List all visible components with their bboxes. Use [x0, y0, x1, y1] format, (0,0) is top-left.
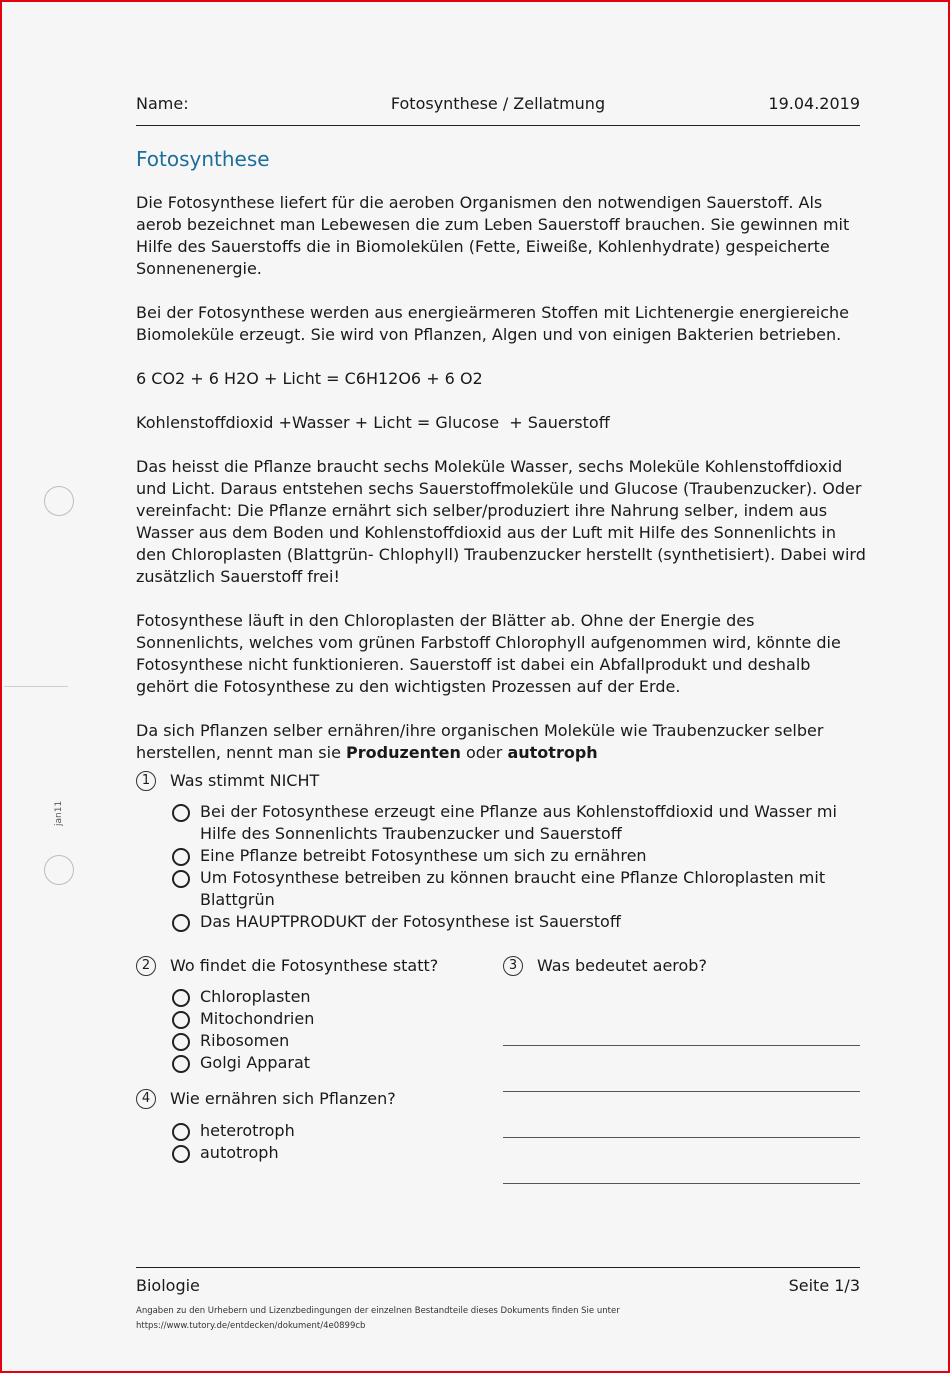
option-label: Ribosomen: [200, 1031, 290, 1050]
header-rule: [136, 125, 860, 126]
punch-hole-bottom: [44, 855, 74, 885]
question-3-text: Was bedeutet aerob?: [537, 956, 707, 975]
option-label: Um Fotosynthese betreiben zu können braucht eine Pflanze Chloroplasten mit Blattgrün: [200, 868, 826, 909]
question-number-3: 3: [503, 956, 523, 976]
question-number-2: 2: [136, 956, 156, 976]
option-label: Mitochondrien: [200, 1009, 315, 1028]
paragraph-explanation: Das heisst die Pflanze braucht sechs Moleküle Wasser, sechs Moleküle Kohlenstoffdioxid und Licht. Daraus entstehen sechs Sauerstoffmoleküle und Glucose (Traubenzucker). Oder vereinfacht: Die Pflanze ernährt sich selber/produziert ihre Nahrung selber, indem aus Wasser aus dem Boden und Kohlenstoffdioxid aus der Luft mit Hilfe des Sonnenlichts in den Chloroplasten (Blattgrün- Chlophyll) Traubenzucker herstellt (synthetisiert). Dabei wird zusätzlich Sauerstoff frei!: [136, 457, 866, 586]
section-heading: Fotosynthese: [136, 147, 270, 171]
question-1-text: Was stimmt NICHT: [170, 771, 320, 790]
credits-text: Angaben zu den Urhebern und Lizenzbedingungen der einzelnen Bestandteile dieses Dokuments finden Sie unter: [136, 1306, 620, 1316]
footer-credits: [136, 1304, 620, 1334]
autotroph-term: autotroph: [507, 743, 598, 762]
option-label: Golgi Apparat: [200, 1053, 311, 1072]
paragraph-chloroplasts: Fotosynthese läuft in den Chloroplasten der Blätter ab. Ohne der Energie des Sonnenlichts, welches vom grünen Farbstoff Chlorophyll aufgenommen wird, könnte die Fotosynthese nicht funktionieren. Sauerstoff ist dabei ein Abfallprodukt und deshalb gehört die Fotosynthese zu den wichtigsten Prozessen auf der Erde.: [136, 611, 841, 696]
option-label: Eine Pflanze betreibt Fotosynthese um sich zu ernähren: [200, 846, 647, 865]
producers-term: Produzenten: [346, 743, 461, 762]
radio-button[interactable]: [172, 1011, 190, 1029]
question-2-text: Wo findet die Fotosynthese statt?: [170, 956, 439, 975]
radio-button[interactable]: [172, 914, 190, 932]
side-mark: jan11: [54, 800, 64, 826]
radio-button[interactable]: [172, 989, 190, 1007]
document-date: 19.04.2019: [768, 94, 860, 113]
producers-text-start: Da sich Pflanzen selber ernähren/ihre organischen Moleküle wie Traubenzucker selber herstellen, nennt man sie: [136, 721, 824, 762]
footer-rule: [136, 1267, 860, 1268]
answer-line-1[interactable]: [503, 1045, 860, 1046]
radio-button[interactable]: [172, 1033, 190, 1051]
radio-button[interactable]: [172, 804, 190, 822]
radio-button[interactable]: [172, 1145, 190, 1163]
question-number-4: 4: [136, 1089, 156, 1109]
radio-button[interactable]: [172, 1123, 190, 1141]
footer-subject: Biologie: [136, 1276, 200, 1295]
answer-line-4[interactable]: [503, 1183, 860, 1184]
option-label: Bei der Fotosynthese erzeugt eine Pflanze aus Kohlenstoffdioxid und Wasser mi Hilfe des Sonnenlichts Traubenzucker und Sauerstoff: [200, 802, 837, 843]
word-formula: Kohlenstoffdioxid +Wasser + Licht = Glucose + Sauerstoff: [136, 413, 610, 432]
fold-mark: [4, 686, 68, 687]
producers-text-mid: oder: [460, 743, 508, 762]
question-4-text: Wie ernähren sich Pflanzen?: [170, 1089, 396, 1108]
page-header: [136, 94, 860, 114]
answer-line-3[interactable]: [503, 1137, 860, 1138]
name-label: Name:: [136, 94, 189, 113]
radio-button[interactable]: [172, 1055, 190, 1073]
credits-link[interactable]: https://www.tutory.de/entdecken/dokument/4e0899cb: [136, 1321, 366, 1331]
paragraph-producers: [136, 720, 866, 764]
punch-hole-top: [44, 486, 74, 516]
footer-page-number: Seite 1/3: [788, 1276, 860, 1295]
option-label: Das HAUPTPRODUKT der Fotosynthese ist Sauerstoff: [200, 912, 621, 931]
option-label: heterotroph: [200, 1121, 295, 1140]
paragraph-aerob: Die Fotosynthese liefert für die aeroben Organismen den notwendigen Sauerstoff. Als aerob bezeichnet man Lebewesen die zum Leben Sauerstoff brauchen. Sie gewinnen mit Hilfe des Sauerstoffs die in Biomolekülen (Fette, Eiweiße, Kohlenhydrate) gespeicherte Sonnenenergie.: [136, 193, 850, 278]
chemical-formula: 6 CO2 + 6 H2O + Licht = C6H12O6 + 6 O2: [136, 369, 483, 388]
answer-line-2[interactable]: [503, 1091, 860, 1092]
radio-button[interactable]: [172, 848, 190, 866]
paragraph-biomolecules: Bei der Fotosynthese werden aus energieärmeren Stoffen mit Lichtenergie energiereiche Biomoleküle erzeugt. Sie wird von Pflanzen, Algen und von einigen Bakterien betrieben.: [136, 303, 849, 344]
option-label: autotroph: [200, 1143, 279, 1162]
document-title: Fotosynthese / Zellatmung: [390, 94, 606, 113]
radio-button[interactable]: [172, 870, 190, 888]
question-number-1: 1: [136, 771, 156, 791]
option-label: Chloroplasten: [200, 987, 311, 1006]
